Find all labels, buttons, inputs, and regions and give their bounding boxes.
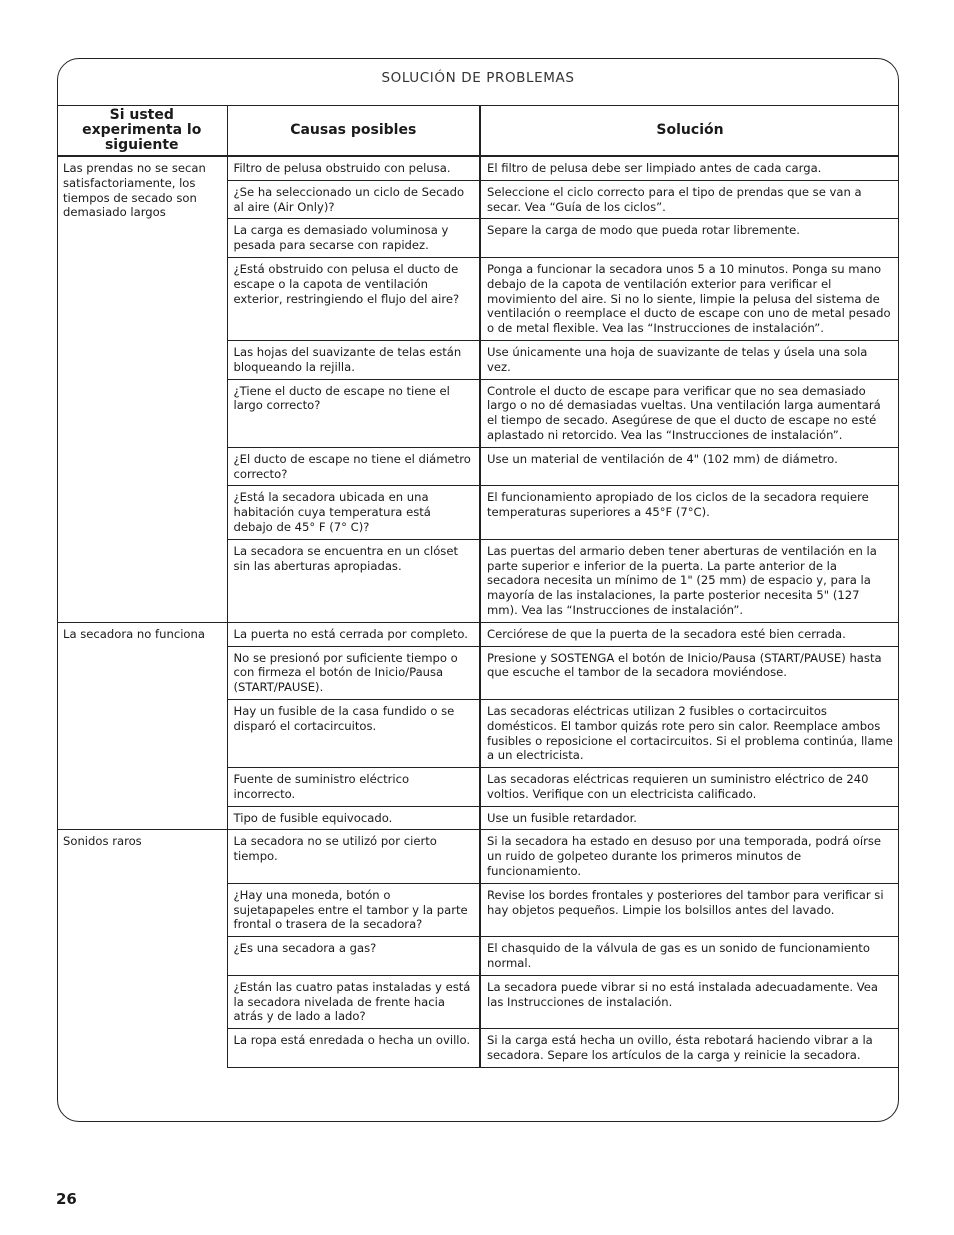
solution-cell: Use un fusible retardador. <box>480 806 899 830</box>
cause-cell: ¿Es una secadora a gas? <box>227 937 480 976</box>
symptom-cell: Las prendas no se secan satisfactoriamente, los tiempos de secado son demasiado largos <box>57 156 227 622</box>
solution-cell: Si la secadora ha estado en desuso por una temporada, podrá oírse un ruido de golpeteo durante los primeros minutos de funcionamiento. <box>480 830 899 883</box>
cause-cell: La puerta no está cerrada por completo. <box>227 622 480 646</box>
solution-cell: La secadora puede vibrar si no está instalada adecuadamente. Vea las Instrucciones de instalación. <box>480 975 899 1028</box>
cause-cell: ¿Hay una moneda, botón o sujetapapeles entre el tambor y la parte frontal o trasera de la secadora? <box>227 883 480 936</box>
symptom-cell: La secadora no funciona <box>57 622 227 830</box>
cause-cell: No se presionó por suficiente tiempo o con firmeza el botón de Inicio/Pausa (START/PAUSE). <box>227 646 480 699</box>
cause-cell: La carga es demasiado voluminosa y pesada para secarse con rapidez. <box>227 219 480 258</box>
solution-cell: El chasquido de la válvula de gas es un sonido de funcionamiento normal. <box>480 937 899 976</box>
cause-cell: ¿Se ha seleccionado un ciclo de Secado al aire (Air Only)? <box>227 180 480 219</box>
solution-cell: El funcionamiento apropiado de los ciclos de la secadora requiere temperaturas superiores a 45°F (7°C). <box>480 486 899 539</box>
cause-cell: Filtro de pelusa obstruido con pelusa. <box>227 156 480 180</box>
table-header-row <box>57 106 899 157</box>
cause-cell: La secadora se encuentra en un clóset sin las aberturas apropiadas. <box>227 539 480 622</box>
troubleshooting-table <box>57 105 899 1068</box>
solution-cell: Separe la carga de modo que pueda rotar libremente. <box>480 219 899 258</box>
solution-cell: Seleccione el ciclo correcto para el tipo de prendas que se van a secar. Vea “Guía de los ciclos”. <box>480 180 899 219</box>
table-row <box>57 156 899 180</box>
solution-cell: Use un material de ventilación de 4" (102 mm) de diámetro. <box>480 447 899 486</box>
cause-cell: ¿El ducto de escape no tiene el diámetro correcto? <box>227 447 480 486</box>
cause-cell: Hay un fusible de la casa fundido o se disparó el cortacircuitos. <box>227 699 480 767</box>
cause-cell: ¿Están las cuatro patas instaladas y está la secadora nivelada de frente hacia atrás y de lado a lado? <box>227 975 480 1028</box>
solution-cell: El filtro de pelusa debe ser limpiado antes de cada carga. <box>480 156 899 180</box>
header-solution: Solución <box>480 106 899 157</box>
solution-cell: Las secadoras eléctricas utilizan 2 fusibles o cortacircuitos domésticos. El tambor quizás rote pero sin calor. Reemplace ambos fusibles o reposicione el cortacircuitos. Si el problema continúa, llame a un electricista. <box>480 699 899 767</box>
solution-cell: Las puertas del armario deben tener aberturas de ventilación en la parte superior e inferior de la puerta. La parte anterior de la secadora necesita un mínimo de 1" (25 mm) de espacio y, para la mayoría de las instalaciones, la parte posterior necesita 5" (127 mm). Vea las “Instrucciones de instalación”. <box>480 539 899 622</box>
solution-cell: Controle el ducto de escape para verificar que no sea demasiado largo o no dé demasiadas vueltas. Una ventilación larga aumentará el tiempo de secado. Asegúrese de que el ducto de escape no esté aplastado ni retorcido. Vea las “Instrucciones de instalación”. <box>480 379 899 447</box>
page-number: 26 <box>56 1190 77 1208</box>
solution-cell: Las secadoras eléctricas requieren un suministro eléctrico de 240 voltios. Verifique con un electricista calificado. <box>480 768 899 807</box>
header-causes: Causas posibles <box>227 106 480 157</box>
solution-cell: Revise los bordes frontales y posteriores del tambor para verificar si hay objetos pequeños. Limpie los bolsillos antes del lavado. <box>480 883 899 936</box>
cause-cell: La secadora no se utilizó por cierto tiempo. <box>227 830 480 883</box>
table-row <box>57 622 899 646</box>
solution-cell: Si la carga está hecha un ovillo, ésta rebotará haciendo vibrar a la secadora. Separe los artículos de la carga y reinicie la secadora. <box>480 1029 899 1068</box>
solution-cell: Cerciórese de que la puerta de la secadora esté bien cerrada. <box>480 622 899 646</box>
cause-cell: ¿Está obstruido con pelusa el ducto de escape o la capota de ventilación exterior, restringiendo el flujo del aire? <box>227 257 480 340</box>
solution-cell: Use únicamente una hoja de suavizante de telas y úsela una sola vez. <box>480 340 899 379</box>
symptom-cell: Sonidos raros <box>57 830 227 1067</box>
cause-cell: Tipo de fusible equivocado. <box>227 806 480 830</box>
table-body <box>57 156 899 1067</box>
cause-cell: ¿Está la secadora ubicada en una habitación cuya temperatura está debajo de 45° F (7° C)? <box>227 486 480 539</box>
cause-cell: Fuente de suministro eléctrico incorrecto. <box>227 768 480 807</box>
table-row <box>57 830 899 883</box>
solution-cell: Presione y SOSTENGA el botón de Inicio/Pausa (START/PAUSE) hasta que escuche el tambor de la secadora moviéndose. <box>480 646 899 699</box>
cause-cell: La ropa está enredada o hecha un ovillo. <box>227 1029 480 1068</box>
cause-cell: Las hojas del suavizante de telas están bloqueando la rejilla. <box>227 340 480 379</box>
header-symptom: Si usted experimenta lo siguiente <box>57 106 227 157</box>
solution-cell: Ponga a funcionar la secadora unos 5 a 10 minutos. Ponga su mano debajo de la capota de ventilación exterior para verificar el movimiento del aire. Si no lo siente, limpie la pelusa del sistema de ventilación o reemplace el ducto de escape con uno de metal pesado o de metal flexible. Vea las “Instrucciones de instalación”. <box>480 257 899 340</box>
cause-cell: ¿Tiene el ducto de escape no tiene el largo correcto? <box>227 379 480 447</box>
page-title: SOLUCIÓN DE PROBLEMAS <box>381 70 575 86</box>
